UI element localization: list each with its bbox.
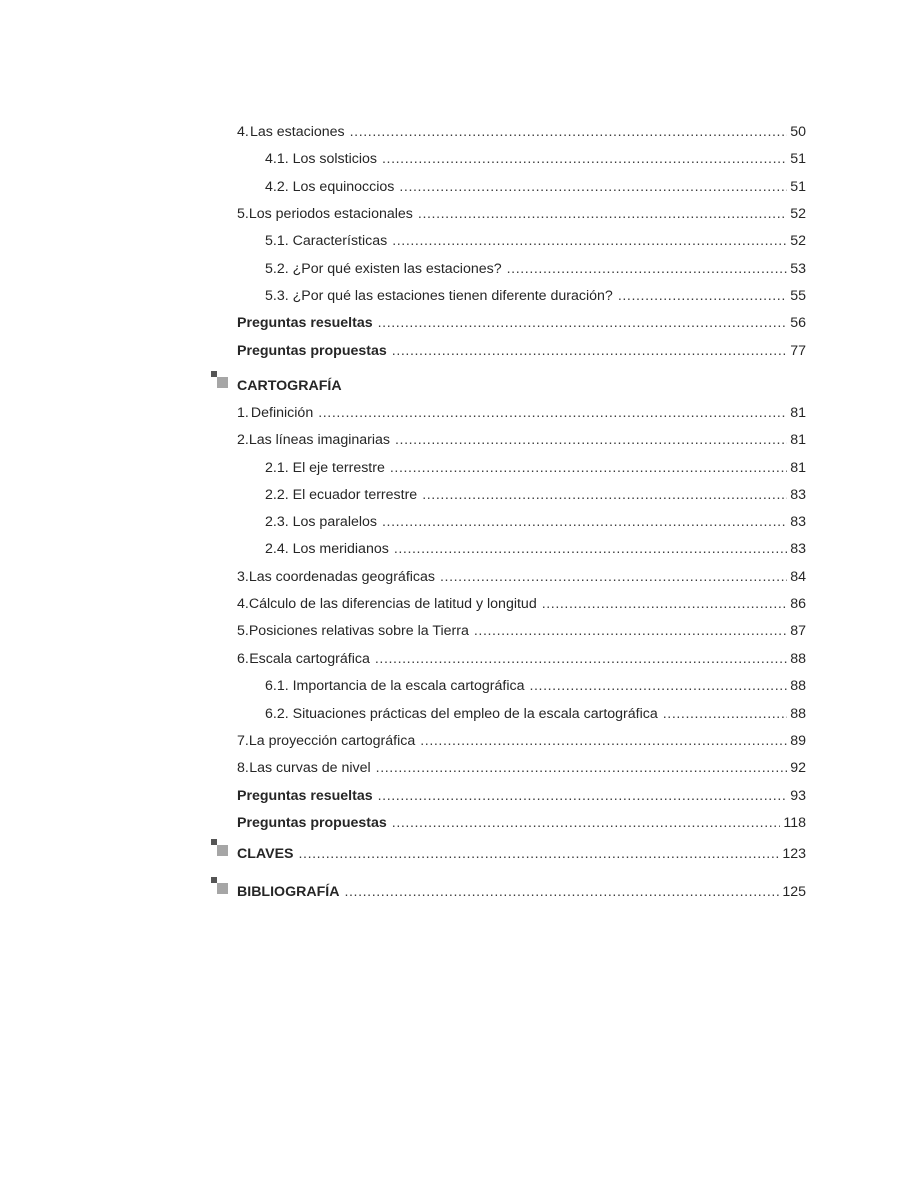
dot-leader — [382, 149, 787, 169]
dot-leader — [440, 567, 787, 587]
dot-leader — [382, 512, 787, 532]
toc-entry[interactable] — [237, 403, 806, 423]
toc-entry[interactable] — [237, 204, 806, 224]
section-bullet-icon — [211, 877, 233, 895]
toc-subentry[interactable] — [265, 485, 806, 505]
entry-page: 87 — [790, 623, 806, 639]
toc-entry[interactable] — [237, 122, 806, 142]
entry-page: 81 — [790, 432, 806, 448]
dot-leader — [395, 430, 787, 450]
entry-label: 2.4. Los meridianos — [265, 541, 389, 557]
entry-label: Posiciones relativas sobre la Tierra — [248, 623, 469, 639]
toc-entry[interactable] — [237, 430, 806, 450]
entry-label: 6.2. Situaciones prácticas del empleo de la escala cartográfica — [265, 706, 658, 722]
entry-page: 81 — [790, 405, 806, 421]
toc-subentry[interactable] — [265, 231, 806, 251]
entry-label: 2.1. El eje terrestre — [265, 460, 385, 476]
toc-entry[interactable] — [237, 594, 806, 614]
dot-leader — [618, 286, 787, 306]
entry-page: 51 — [790, 151, 806, 167]
entry-page: 53 — [790, 261, 806, 277]
dot-leader — [394, 539, 787, 559]
dot-leader — [392, 231, 787, 251]
entry-page: 93 — [790, 788, 806, 804]
entry-page: 125 — [782, 884, 806, 900]
dot-leader — [529, 676, 787, 696]
entry-page: 50 — [790, 124, 806, 140]
dot-leader — [507, 259, 788, 279]
toc-entry-resueltas[interactable] — [237, 786, 806, 806]
toc-entry[interactable] — [237, 758, 806, 778]
dot-leader — [378, 313, 788, 333]
entry-label: Escala cartográfica — [249, 651, 370, 667]
entry-number: 8. — [237, 760, 249, 776]
entry-number: 4. — [237, 596, 249, 612]
toc-subentry[interactable] — [265, 149, 806, 169]
dot-leader — [376, 758, 788, 778]
toc-entry[interactable] — [237, 649, 806, 669]
entry-page: 55 — [790, 288, 806, 304]
entry-label: Los periodos estacionales — [248, 206, 413, 222]
entry-number: 5. — [237, 623, 249, 639]
entry-page: 88 — [790, 678, 806, 694]
entry-number: 2. — [237, 432, 249, 448]
entry-page: 83 — [790, 487, 806, 503]
toc-entry-propuestas[interactable] — [237, 341, 806, 361]
entry-number: 4. — [237, 124, 249, 140]
toc-subentry[interactable] — [265, 259, 806, 279]
entry-page: 84 — [790, 569, 806, 585]
entry-page: 92 — [790, 760, 806, 776]
toc-subentry[interactable] — [265, 704, 806, 724]
entry-page: 51 — [790, 179, 806, 195]
toc-subentry[interactable] — [265, 539, 806, 559]
section-bullet-icon — [211, 839, 233, 857]
entry-page: 77 — [790, 343, 806, 359]
dot-leader — [542, 594, 788, 614]
entry-number: 5. — [237, 206, 249, 222]
dot-leader — [422, 485, 787, 505]
entry-number: 3. — [237, 569, 249, 585]
entry-page: 88 — [790, 706, 806, 722]
entry-label: Las curvas de nivel — [249, 760, 371, 776]
entry-number: 6. — [237, 651, 249, 667]
entry-page: 123 — [782, 846, 806, 862]
section-heading-cartografia[interactable]: CARTOGRAFÍA — [237, 378, 342, 394]
entry-page: 89 — [790, 733, 806, 749]
dot-leader — [474, 621, 787, 641]
entry-label: 6.1. Importancia de la escala cartográfica — [265, 678, 525, 694]
entry-label: 5.3. ¿Por qué las estaciones tienen diferente duración? — [265, 288, 613, 304]
dot-leader — [390, 458, 787, 478]
entry-label: 4.1. Los solsticios — [265, 151, 377, 167]
dot-leader — [299, 844, 780, 864]
entry-page: 81 — [790, 460, 806, 476]
entry-number: 7. — [237, 733, 249, 749]
toc-entry-propuestas[interactable] — [237, 813, 806, 833]
toc-subentry[interactable] — [265, 177, 806, 197]
toc-entry[interactable] — [237, 731, 806, 751]
entry-label: Las estaciones — [249, 124, 345, 140]
entry-label: Las coordenadas geográficas — [248, 569, 435, 585]
toc-subentry[interactable] — [265, 286, 806, 306]
entry-page: 118 — [783, 815, 806, 831]
entry-label: Preguntas resueltas — [237, 315, 373, 331]
dot-leader — [663, 704, 787, 724]
toc-subentry[interactable] — [265, 512, 806, 532]
entry-page: 56 — [790, 315, 806, 331]
entry-label: Las líneas imaginarias — [248, 432, 391, 448]
entry-page: 52 — [790, 206, 806, 222]
toc-section-claves[interactable] — [237, 844, 806, 864]
dot-leader — [344, 882, 779, 902]
entry-label: Preguntas propuestas — [237, 343, 387, 359]
dot-leader — [378, 786, 788, 806]
entry-label: 5.1. Características — [265, 233, 388, 249]
toc-entry-resueltas[interactable] — [237, 313, 806, 333]
entry-label: Cálculo de las diferencias de latitud y longitud — [248, 596, 537, 612]
toc-section-bibliografia[interactable] — [237, 882, 806, 902]
section-bullet-icon — [211, 371, 233, 389]
dot-leader — [392, 813, 781, 833]
dot-leader — [420, 731, 787, 751]
toc-subentry[interactable] — [265, 676, 806, 696]
entry-label: Definición — [250, 405, 314, 421]
entry-page: 83 — [790, 514, 806, 530]
dot-leader — [350, 122, 788, 142]
entry-page: 86 — [790, 596, 806, 612]
entry-page: 83 — [790, 541, 806, 557]
entry-label: CLAVES — [237, 846, 294, 862]
entry-number: 1. — [237, 405, 249, 421]
entry-label: 2.3. Los paralelos — [265, 514, 377, 530]
entry-label: BIBLIOGRAFÍA — [237, 884, 340, 900]
toc-subentry[interactable] — [265, 458, 806, 478]
entry-label: 2.2. El ecuador terrestre — [265, 487, 418, 503]
entry-label: 5.2. ¿Por qué existen las estaciones? — [265, 261, 502, 277]
toc-entry[interactable] — [237, 621, 806, 641]
dot-leader — [399, 177, 787, 197]
entry-page: 88 — [790, 651, 806, 667]
dot-leader — [375, 649, 787, 669]
dot-leader — [318, 403, 787, 423]
entry-page: 52 — [790, 233, 806, 249]
dot-leader — [418, 204, 787, 224]
entry-label: Preguntas resueltas — [237, 788, 373, 804]
dot-leader — [392, 341, 787, 361]
entry-label: Preguntas propuestas — [237, 815, 387, 831]
entry-label: La proyección cartográfica — [248, 733, 416, 749]
toc-entry[interactable] — [237, 567, 806, 587]
entry-label: 4.2. Los equinoccios — [265, 179, 395, 195]
